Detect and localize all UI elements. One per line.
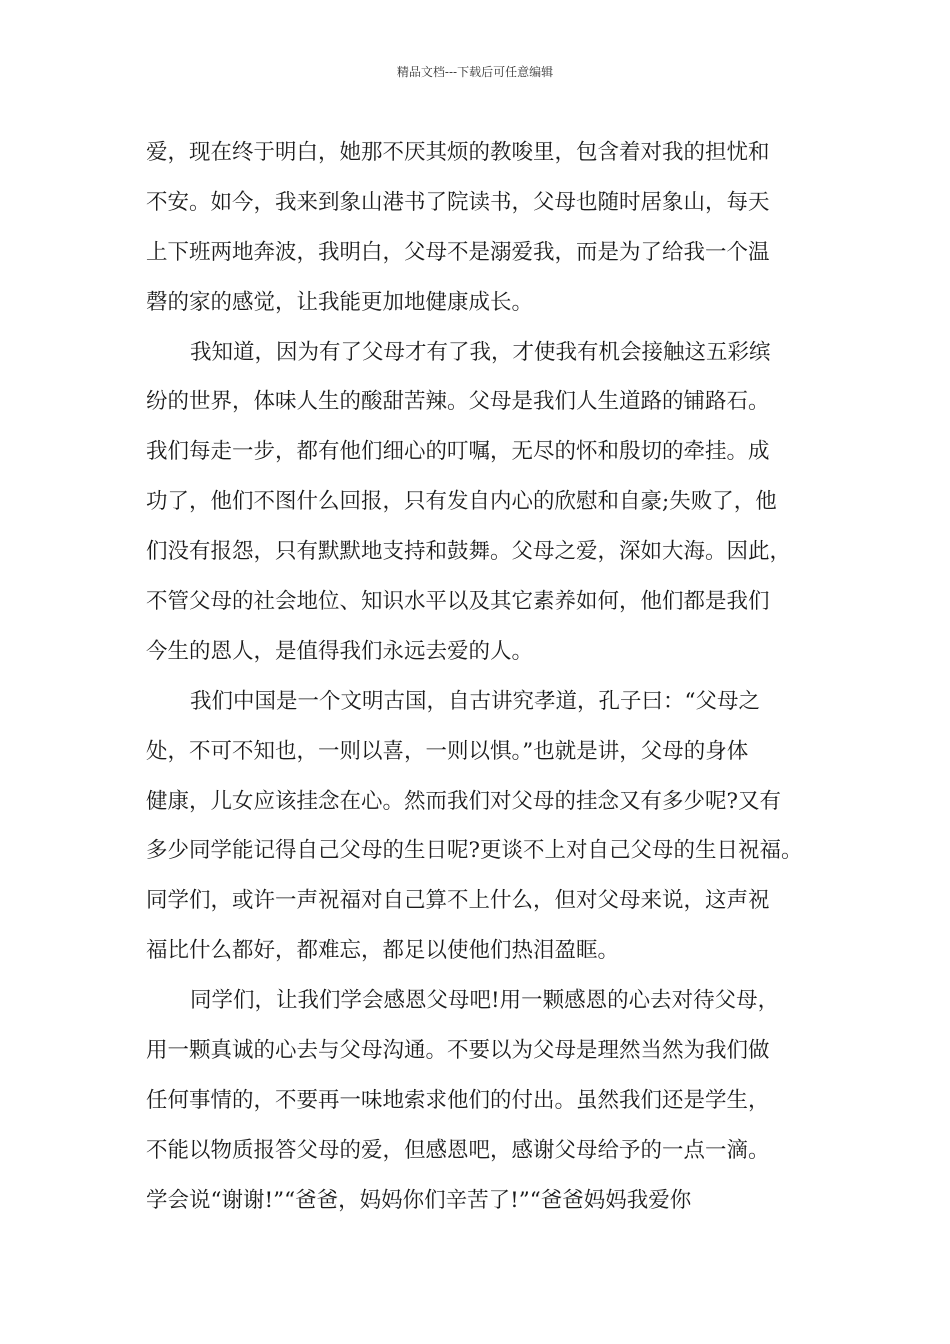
paragraph-first-line: 我知道，因为有了父母才有了我，才使我有机会接触这五彩缤 <box>190 339 771 365</box>
text-line: 福比什么都好，都难忘，都足以使他们热泪盈眶。 <box>146 938 620 964</box>
text-line: 不安。如今，我来到象山港书了院读书，父母也随时居象山，每天 <box>146 189 770 215</box>
text-line: 功了，他们不图什么回报，只有发自内心的欣慰和自豪;失败了，他 <box>146 489 777 515</box>
text-line: 们没有报怨，只有默默地支持和鼓舞。父母之爱，深如大海。因此， <box>146 539 792 565</box>
text-line: 上下班两地奔波，我明白，父母不是溺爱我，而是为了给我一个温 <box>146 239 770 265</box>
text-line: 多少同学能记得自己父母的生日呢?更谈不上对自己父母的生日祝福。 <box>146 838 803 864</box>
text-line: 学会说“谢谢!”“爸爸，妈妈你们辛苦了!”“爸爸妈妈我爱你 <box>146 1187 692 1213</box>
document-body <box>146 128 816 1226</box>
text-line: 磬的家的感觉，让我能更加地健康成长。 <box>146 289 534 315</box>
text-line: 今生的恩人，是值得我们永远去爱的人。 <box>146 638 534 664</box>
text-line: 健康，儿女应该挂念在心。然而我们对父母的挂念又有多少呢?又有 <box>146 788 782 814</box>
paragraph-first-line: 我们中国是一个文明古国，自古讲究孝道，孔子曰：“父母之 <box>190 688 760 714</box>
text-line: 任何事情的，不要再一味地索求他们的付出。虽然我们还是学生， <box>146 1087 770 1113</box>
text-line: 我们每走一步，都有他们细心的叮嘱，无尽的怀和殷切的牵挂。成 <box>146 439 770 465</box>
text-line: 不管父母的社会地位、知识水平以及其它素养如何，他们都是我们 <box>146 589 770 615</box>
text-line: 用一颗真诚的心去与父母沟通。不要以为父母是理然当然为我们做 <box>146 1038 770 1064</box>
text-line: 不能以物质报答父母的爱，但感恩吧，感谢父母给予的一点一滴。 <box>146 1137 770 1163</box>
text-line: 处，不可不知也，一则以喜，一则以惧。”也就是讲，父母的身体 <box>146 738 749 764</box>
paragraph-first-line: 同学们，让我们学会感恩父母吧!用一颗感恩的心去对待父母， <box>190 988 780 1014</box>
text-line: 纷的世界，体味人生的酸甜苦辣。父母是我们人生道路的铺路石。 <box>146 389 770 415</box>
page-header: 精品文档---下载后可任意编辑 <box>396 65 554 79</box>
text-line: 爱，现在终于明白，她那不厌其烦的教唆里，包含着对我的担忧和 <box>146 140 770 165</box>
text-line: 同学们，或许一声祝福对自己算不上什么，但对父母来说，这声祝 <box>146 888 770 914</box>
